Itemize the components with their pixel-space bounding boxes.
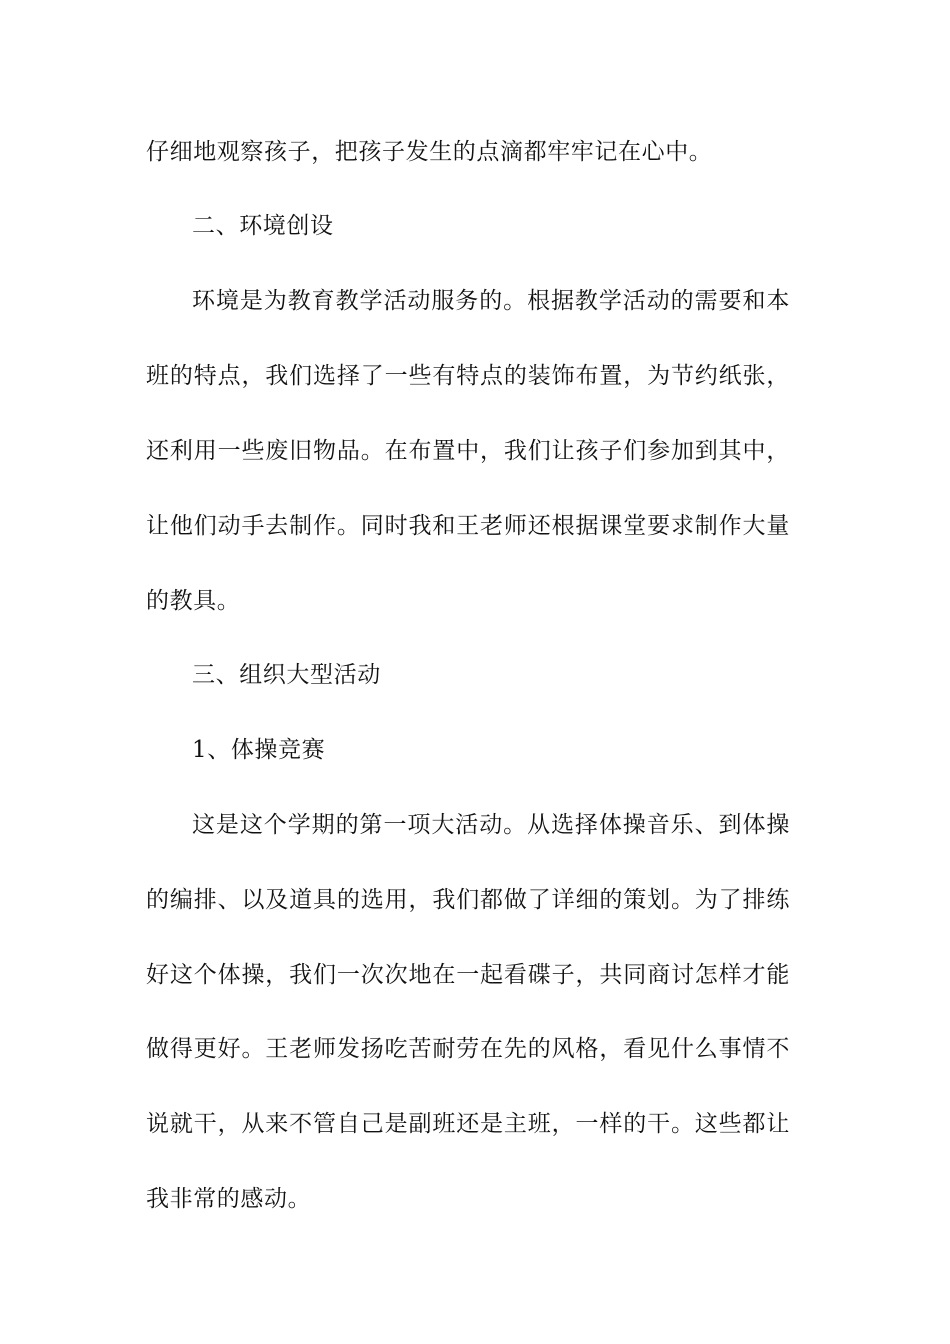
paragraph-line: 好这个体操，我们一次次地在一起看碟子，共同商讨怎样才能 <box>146 962 790 988</box>
paragraph-line: 仔细地观察孩子，把孩子发生的点滴都牢牢记在心中。 <box>146 139 713 165</box>
paragraph-line: 让他们动手去制作。同时我和王老师还根据课堂要求制作大量 <box>146 513 790 539</box>
paragraph-line: 的教具。 <box>146 588 241 614</box>
paragraph-line: 这是这个学期的第一项大活动。从选择体操音乐、到体操 <box>192 812 790 838</box>
paragraph-line: 做得更好。王老师发扬吃苦耐劳在先的风格，看见什么事情不 <box>146 1036 790 1062</box>
paragraph-line: 的编排、以及道具的选用，我们都做了详细的策划。为了排练 <box>146 887 790 913</box>
section-heading: 二、环境创设 <box>192 213 334 239</box>
section-heading: 三、组织大型活动 <box>192 662 381 688</box>
subsection-heading: 1、体操竞赛 <box>192 737 326 763</box>
paragraph-line: 我非常的感动。 <box>146 1186 312 1212</box>
paragraph-line: 说就干，从来不管自己是副班还是主班，一样的干。这些都让 <box>146 1111 790 1137</box>
paragraph-line: 环境是为教育教学活动服务的。根据教学活动的需要和本 <box>192 288 790 314</box>
paragraph-line: 还利用一些废旧物品。在布置中，我们让孩子们参加到其中， <box>146 438 790 464</box>
paragraph-line: 班的特点，我们选择了一些有特点的装饰布置，为节约纸张， <box>146 363 790 389</box>
